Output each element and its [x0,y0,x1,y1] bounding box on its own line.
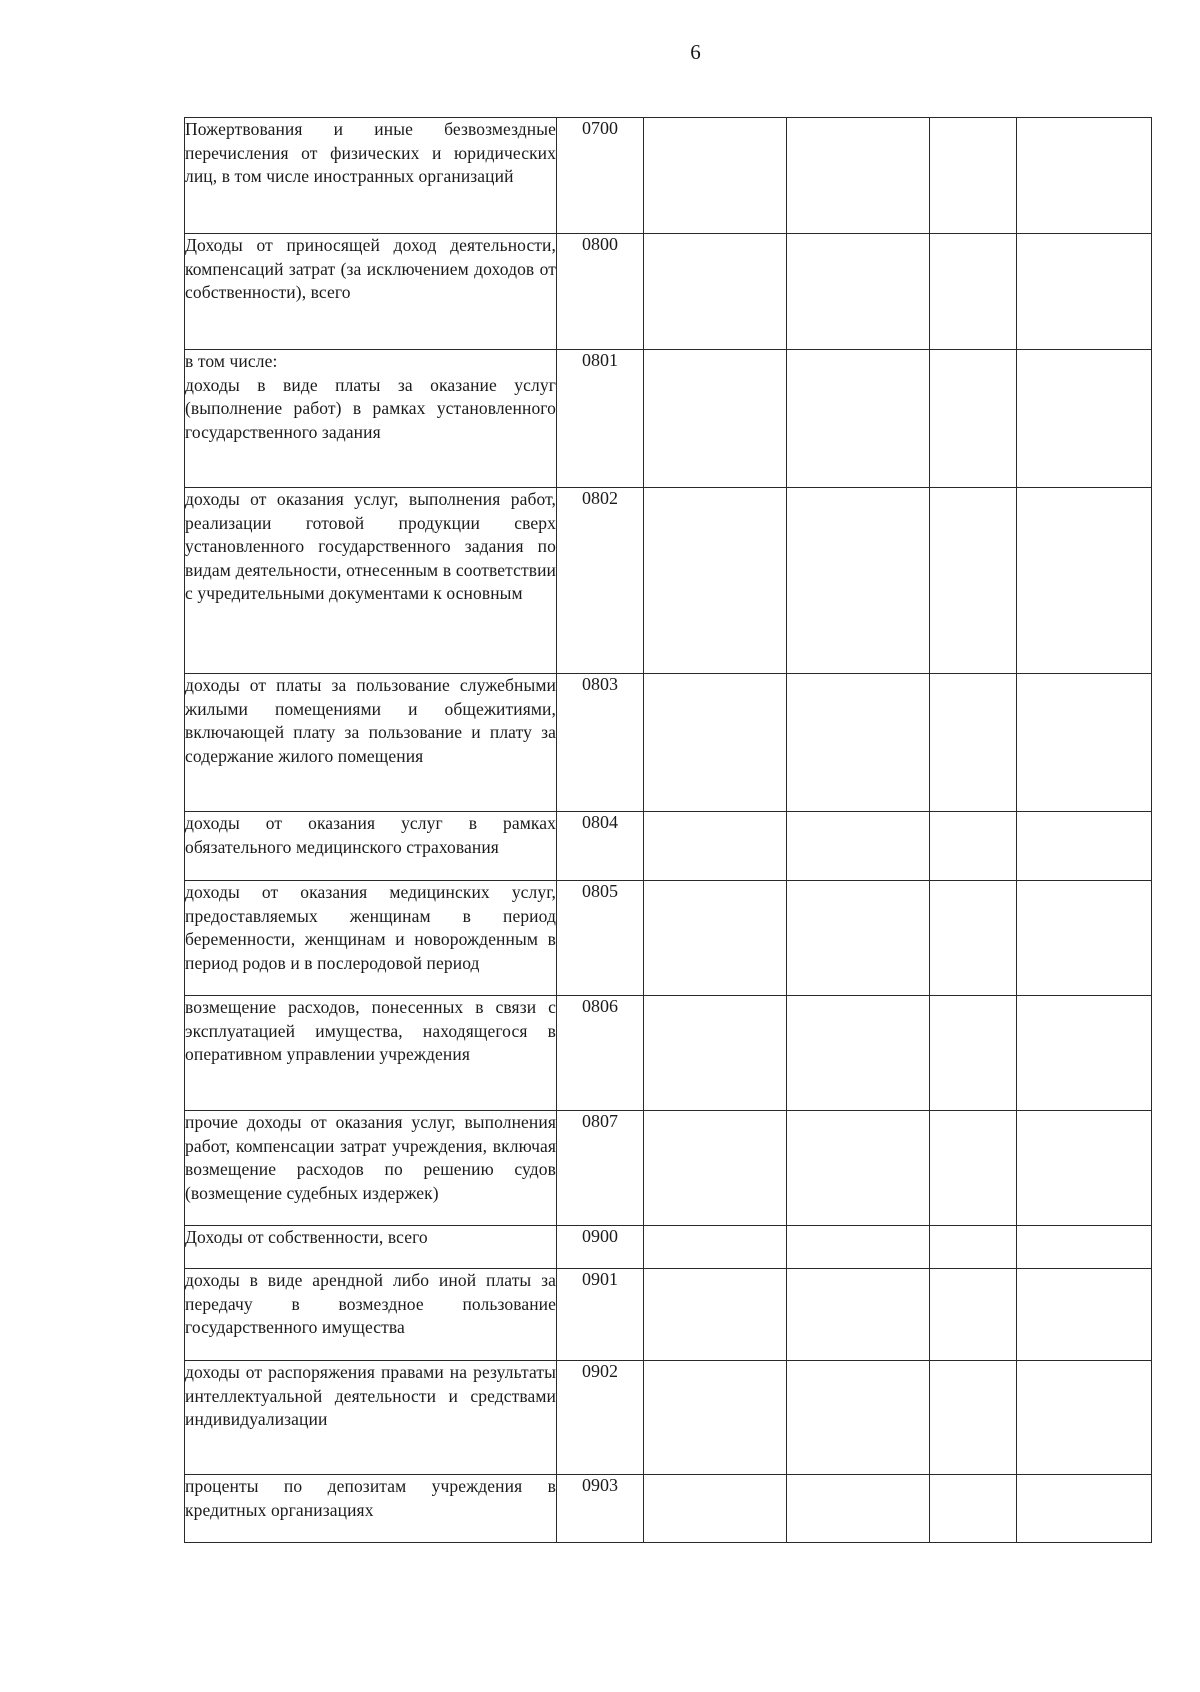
row-code: 0902 [557,1361,644,1475]
row-code: 0700 [557,118,644,234]
value-cell[interactable] [787,488,930,674]
revenue-table [184,117,1152,1543]
table-row [185,996,1152,1111]
row-code: 0807 [557,1111,644,1226]
row-description [185,812,557,881]
value-cell[interactable] [930,1226,1017,1269]
value-cell[interactable] [930,812,1017,881]
row-code: 0903 [557,1475,644,1543]
value-cell[interactable] [787,118,930,234]
table-row [185,1475,1152,1543]
value-cell[interactable] [644,881,787,996]
value-cell[interactable] [1017,1226,1152,1269]
page-number: 6 [690,40,701,64]
row-description [185,234,557,350]
row-description [185,674,557,812]
row-description-text: доходы от распоряжения правами на результаты интеллектуальной деятельности и средствами индивидуализации [185,1362,556,1430]
table-row [185,488,1152,674]
table-row [185,1226,1152,1269]
row-description [185,1226,557,1269]
value-cell[interactable] [930,488,1017,674]
value-cell[interactable] [1017,1361,1152,1475]
value-cell[interactable] [787,1361,930,1475]
row-description-text: в том числе: [185,351,278,371]
value-cell[interactable] [644,350,787,488]
value-cell[interactable] [644,996,787,1111]
row-description-text: Доходы от собственности, всего [185,1227,428,1247]
value-cell[interactable] [787,234,930,350]
value-cell[interactable] [644,118,787,234]
row-code: 0900 [557,1226,644,1269]
value-cell[interactable] [1017,996,1152,1111]
row-code: 0901 [557,1269,644,1361]
value-cell[interactable] [644,488,787,674]
value-cell[interactable] [930,996,1017,1111]
value-cell[interactable] [644,674,787,812]
value-cell[interactable] [644,1111,787,1226]
row-description-text: доходы от оказания услуг в рамках обязательного медицинского страхования [185,813,556,857]
value-cell[interactable] [787,996,930,1111]
row-description-text: Пожертвования и иные безвозмездные перечисления от физических и юридических лиц, в том числе иностранных организаций [185,119,556,187]
value-cell[interactable] [787,350,930,488]
value-cell[interactable] [644,812,787,881]
table-row [185,1361,1152,1475]
value-cell[interactable] [930,881,1017,996]
value-cell[interactable] [1017,234,1152,350]
value-cell[interactable] [644,1226,787,1269]
value-cell[interactable] [644,1361,787,1475]
row-description [185,1361,557,1475]
row-code: 0800 [557,234,644,350]
table-row [185,1111,1152,1226]
value-cell[interactable] [930,118,1017,234]
value-cell[interactable] [930,350,1017,488]
value-cell[interactable] [787,881,930,996]
value-cell[interactable] [930,674,1017,812]
value-cell[interactable] [644,1475,787,1543]
table-row [185,234,1152,350]
row-description-text: доходы в виде арендной либо иной платы за передачу в возмездное пользование государственного имущества [185,1270,556,1338]
value-cell[interactable] [1017,488,1152,674]
table-row [185,1269,1152,1361]
row-code: 0806 [557,996,644,1111]
value-cell[interactable] [787,1269,930,1361]
row-description-text: доходы от оказания медицинских услуг, предоставляемых женщинам в период беременности, женщинам и новорожденным в период родов и в послеродовой период [185,882,556,973]
row-code: 0801 [557,350,644,488]
value-cell[interactable] [1017,118,1152,234]
value-cell[interactable] [1017,1475,1152,1543]
value-cell[interactable] [644,1269,787,1361]
row-description [185,1269,557,1361]
value-cell[interactable] [1017,674,1152,812]
table-row [185,812,1152,881]
value-cell[interactable] [1017,881,1152,996]
row-description-text: Доходы от приносящей доход деятельности, компенсаций затрат (за исключением доходов от собственности), всего [185,235,556,303]
row-description-text: доходы в виде платы за оказание услуг (выполнение работ) в рамках установленного государственного задания [185,374,556,442]
value-cell[interactable] [1017,1269,1152,1361]
row-description [185,118,557,234]
row-description [185,996,557,1111]
value-cell[interactable] [1017,812,1152,881]
row-description [185,488,557,674]
value-cell[interactable] [930,234,1017,350]
table-row [185,674,1152,812]
value-cell[interactable] [787,674,930,812]
row-code: 0803 [557,674,644,812]
value-cell[interactable] [787,812,930,881]
value-cell[interactable] [930,1361,1017,1475]
value-cell[interactable] [930,1475,1017,1543]
value-cell[interactable] [1017,1111,1152,1226]
table-row [185,118,1152,234]
row-description [185,1475,557,1543]
value-cell[interactable] [787,1111,930,1226]
row-description-text: доходы от платы за пользование служебными жилыми помещениями и общежитиями, включающей плату за пользование и плату за содержание жилого помещения [185,675,556,766]
row-code: 0802 [557,488,644,674]
row-description-text: проценты по депозитам учреждения в кредитных организациях [185,1476,556,1520]
value-cell[interactable] [787,1226,930,1269]
row-description-text: возмещение расходов, понесенных в связи с эксплуатацией имущества, находящегося в оперативном управлении учреждения [185,997,556,1065]
row-description [185,350,557,488]
table-row [185,881,1152,996]
value-cell[interactable] [1017,350,1152,488]
value-cell[interactable] [930,1269,1017,1361]
row-description [185,1111,557,1226]
table-body [185,118,1152,1543]
value-cell[interactable] [930,1111,1017,1226]
row-description-text: доходы от оказания услуг, выполнения работ, реализации готовой продукции сверх установленного государственного задания по видам деятельности, отнесенным в соответствии с учредительными документами к основным [185,489,556,604]
row-description [185,881,557,996]
row-code: 0805 [557,881,644,996]
value-cell[interactable] [787,1475,930,1543]
table-row [185,350,1152,488]
value-cell[interactable] [644,234,787,350]
row-code: 0804 [557,812,644,881]
row-description-text: прочие доходы от оказания услуг, выполнения работ, компенсации затрат учреждения, включая возмещение расходов по решению судов (возмещение судебных издержек) [185,1112,556,1203]
